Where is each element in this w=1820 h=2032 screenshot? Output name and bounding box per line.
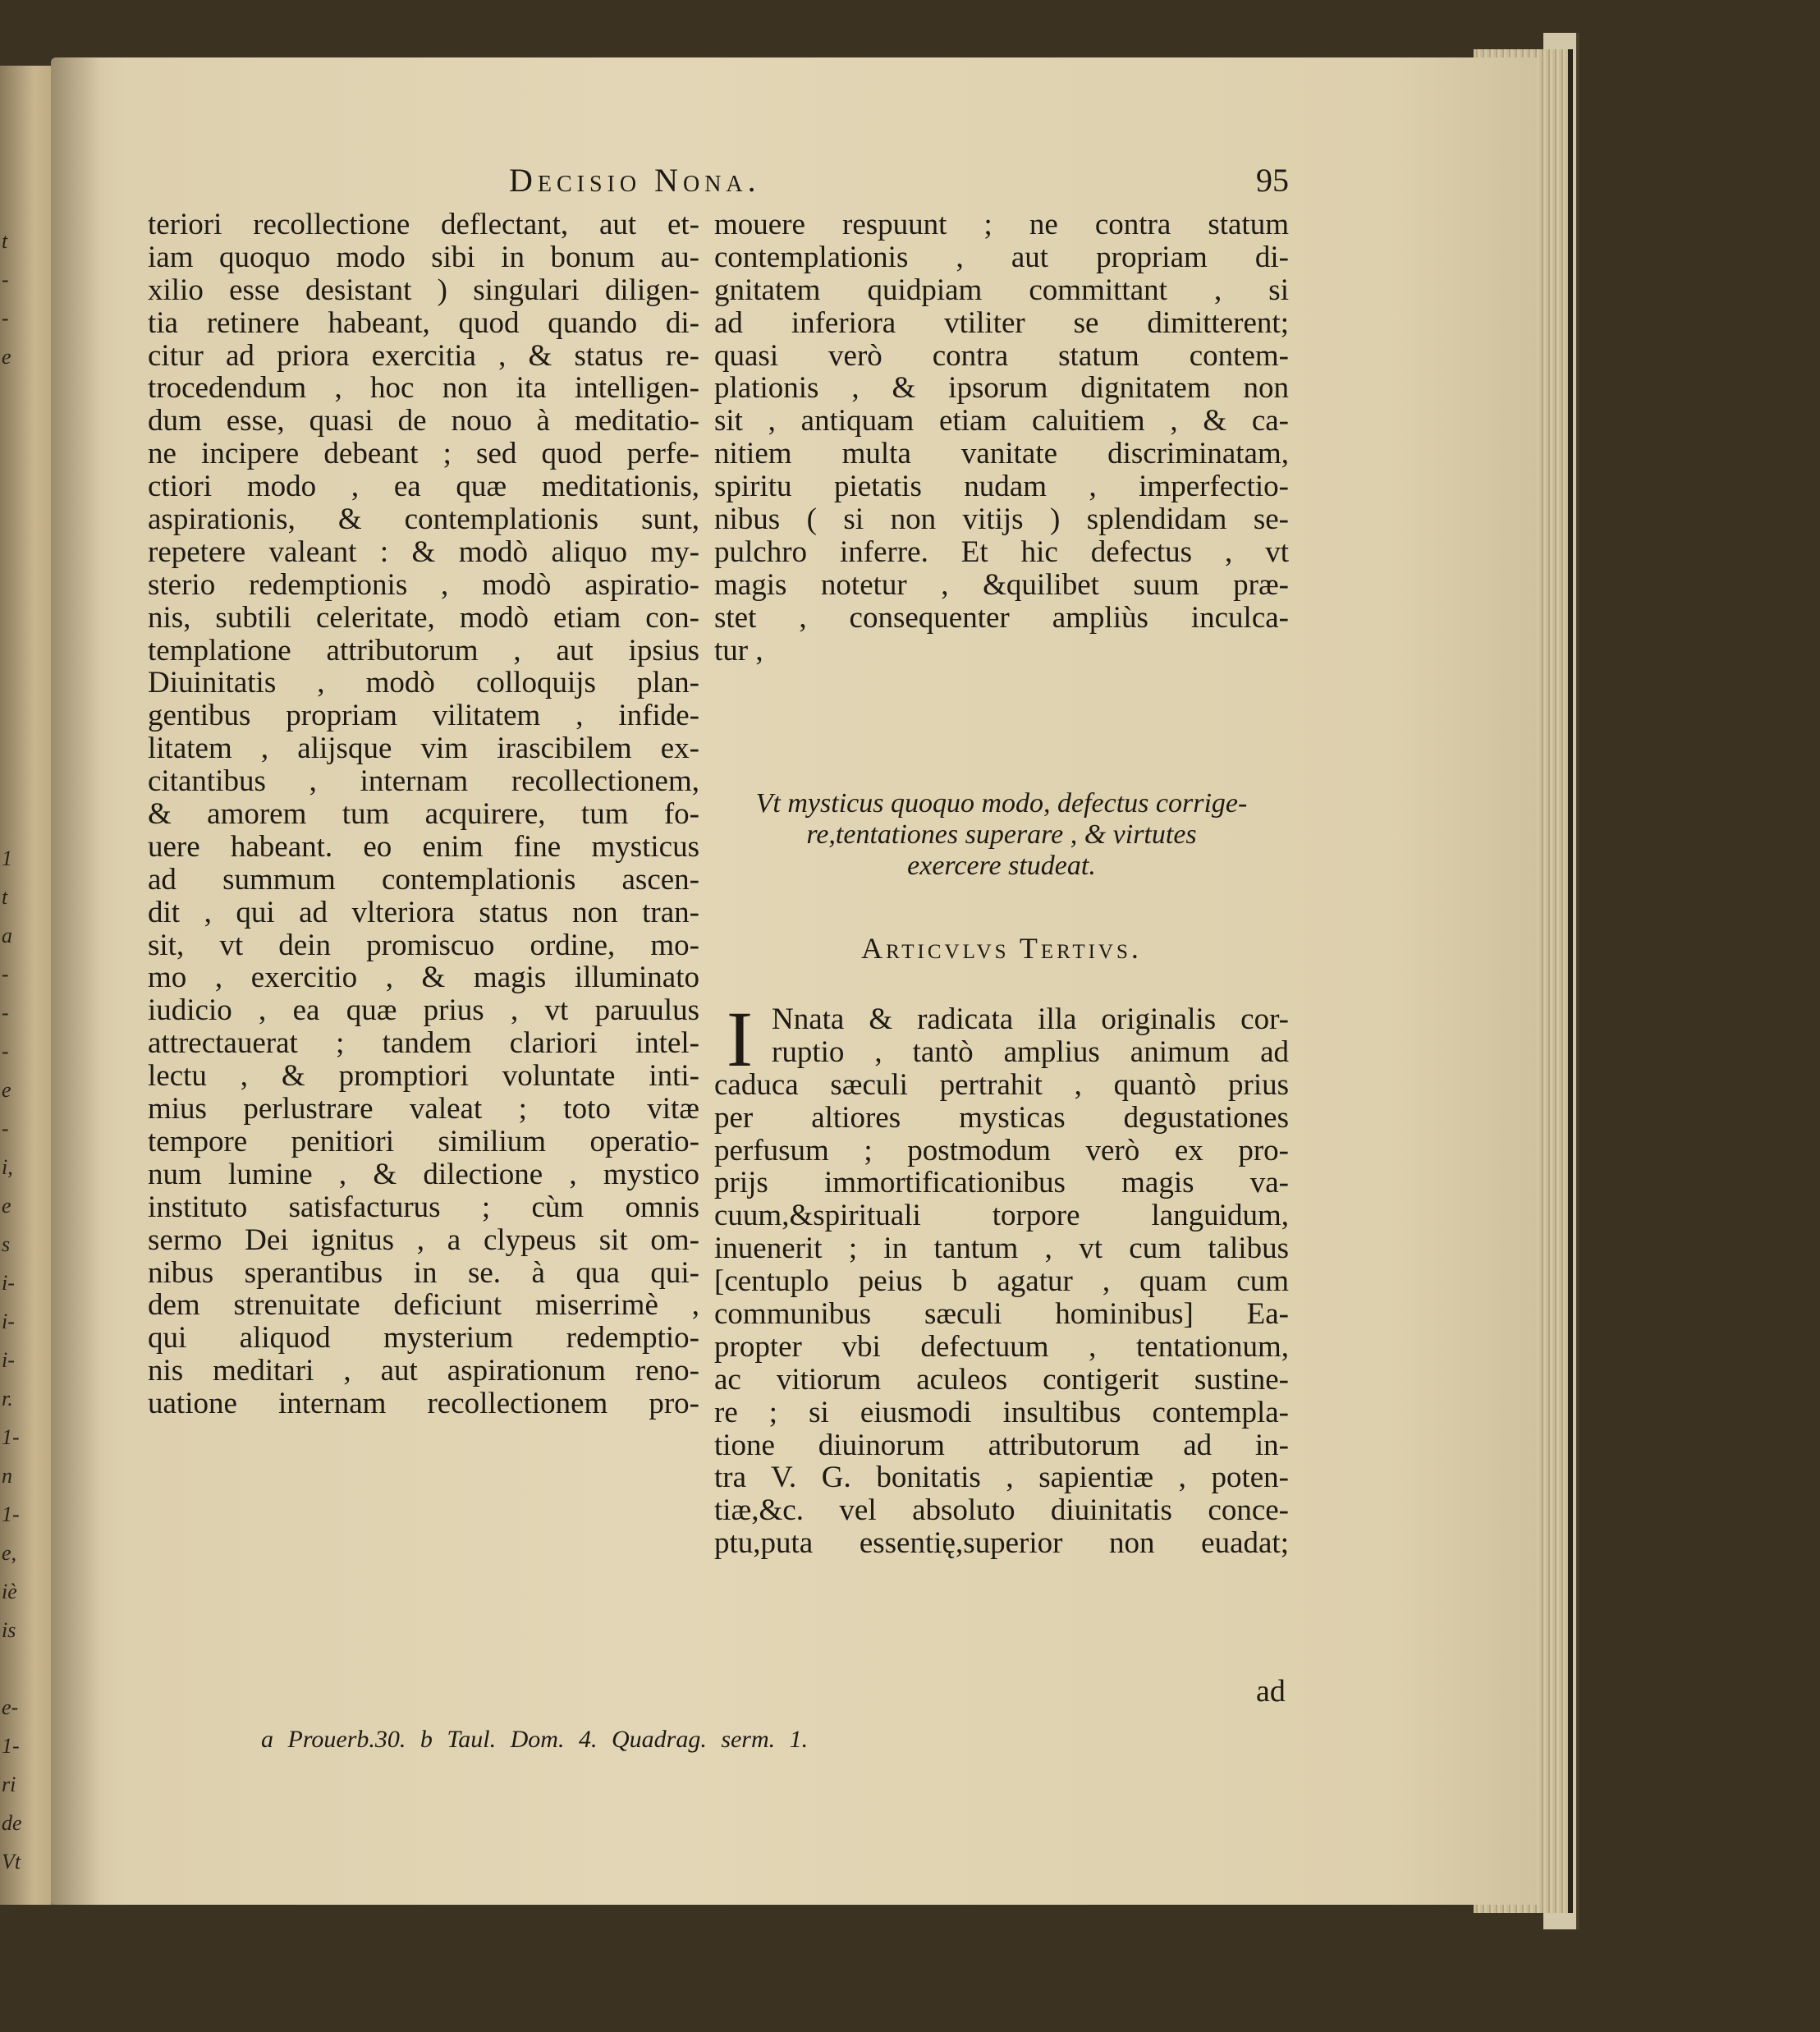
margin-fragment: i- — [2, 1348, 15, 1372]
page-number: 95 — [1256, 162, 1289, 199]
article-line: communibus sæculi hominibus] Ea- — [714, 1297, 1289, 1332]
margin-fragment: - — [2, 268, 9, 291]
article-line: Nnata & radicata illa originalis cor- — [772, 1002, 1289, 1036]
left-column-line: dum esse, quasi de nouo à meditatio- — [148, 404, 699, 438]
margin-fragment — [2, 685, 20, 723]
left-text-column — [148, 209, 699, 1420]
facing-page-margin-fragments — [2, 222, 20, 1881]
margin-fragment — [2, 1649, 20, 1688]
margin-fragment: de — [2, 1811, 22, 1835]
left-column-line: nis meditari , aut aspirationum reno- — [148, 1354, 699, 1388]
article-line: inuenerit ; in tantum , vt cum talibus — [714, 1232, 1289, 1266]
margin-fragment: i, — [2, 1155, 13, 1179]
footnote: a Prouerb.30. b Taul. Dom. 4. Quadrag. serm. 1. — [261, 1726, 809, 1753]
article-line: tione diuinorum attributorum ad in- — [714, 1428, 1289, 1462]
left-column-line: attrectauerat ; tandem clariori intel- — [148, 1026, 699, 1061]
margin-fragment — [2, 492, 20, 530]
margin-fragment: i- — [2, 1271, 15, 1295]
left-column-line: mius perlustrare valeat ; toto vitæ — [148, 1092, 699, 1126]
left-column-line: nis, subtili celeritate, modò etiam con- — [148, 600, 699, 635]
right-column-line: contemplationis , aut propriam di- — [714, 240, 1289, 274]
margin-fragment — [2, 762, 20, 800]
right-column-line: ad inferiora vtiliter se dimitterent; — [714, 305, 1289, 340]
margin-fragment: 1- — [2, 1734, 20, 1758]
left-column-line: repetere valeant : & modò aliquo my- — [148, 534, 699, 569]
section-title-line: re,tentationes superare , & virtutes — [806, 819, 1197, 850]
right-column-line: quasi verò contra statum contem- — [714, 338, 1289, 373]
left-column-line: citur ad priora exercitia , & status re- — [148, 338, 699, 373]
margin-fragment: e- — [2, 1695, 19, 1719]
drop-cap: I — [727, 995, 753, 1083]
catchword: ad — [1256, 1674, 1286, 1709]
right-column-line: sit , antiquam etiam caluitiem , & ca- — [714, 404, 1289, 438]
article-heading: Articvlvs Tertivs. — [861, 932, 1142, 965]
left-column-line: sit, vt dein promiscuo ordine, mo- — [148, 928, 699, 962]
margin-fragment: ri — [2, 1773, 16, 1796]
left-column-line: trocedendum , hoc non ita intelligen- — [148, 371, 699, 406]
left-column-line: xilio esse desistant ) singulari diligen- — [148, 273, 699, 307]
margin-fragment: Vt — [2, 1850, 21, 1874]
left-column-line: citantibus , internam recollectionem, — [148, 764, 699, 799]
left-column-line: tia retinere habeant, quod quando di- — [148, 305, 699, 340]
margin-fragment: n — [2, 1464, 12, 1488]
article-line: cuum,&spirituali torpore languidum, — [714, 1199, 1289, 1233]
margin-fragment — [2, 453, 20, 492]
right-column-line: stet , consequenter ampliùs inculca- — [714, 600, 1289, 635]
margin-fragment — [2, 608, 20, 646]
left-column-line: sterio redemptionis , modò aspiratio- — [148, 567, 699, 602]
margin-fragment — [2, 376, 20, 415]
right-column-line: tur , — [714, 633, 763, 667]
margin-fragment — [2, 800, 20, 839]
article-line: perfusum ; postmodum verò ex pro- — [714, 1133, 1289, 1167]
left-column-line: ad summum contemplationis ascen- — [148, 862, 699, 897]
left-column-line: num lumine , & dilectione , mystico — [148, 1157, 699, 1191]
left-column-line: iam quoquo modo sibi in bonum au- — [148, 240, 699, 274]
margin-fragment: a — [2, 924, 12, 947]
margin-fragment: e, — [2, 1541, 17, 1565]
left-column-line: instituto satisfacturus ; cùm omnis — [148, 1190, 699, 1224]
article-line: re ; si eiusmodi insultibus contempla- — [714, 1395, 1289, 1429]
margin-fragment: - — [2, 962, 9, 986]
margin-fragment: 1- — [2, 1502, 20, 1526]
margin-fragment: - — [2, 1001, 9, 1025]
left-column-line: templatione attributorum , aut ipsius — [148, 633, 699, 667]
left-column-line: mo , exercitio , & magis illuminato — [148, 961, 699, 995]
margin-fragment: t — [2, 229, 8, 253]
margin-fragment — [2, 415, 20, 453]
gutter-shadow — [51, 57, 100, 1905]
left-column-line: teriori recollectione deflectant, aut et- — [148, 208, 699, 241]
margin-fragment: 1- — [2, 1425, 20, 1449]
right-column-line: plationis , & ipsorum dignitatem non — [714, 371, 1289, 406]
right-column-line: spiritu pietatis nudam , imperfectio- — [714, 470, 1289, 504]
left-column-line: qui aliquod mysterium redemptio- — [148, 1321, 699, 1355]
article-text-column — [714, 1002, 1289, 1561]
left-column-line: & amorem tum acquirere, tum fo- — [148, 797, 699, 832]
right-text-column — [714, 209, 1289, 667]
margin-fragment: t — [2, 885, 8, 909]
left-column-line: gentibus propriam vilitatem , infide- — [148, 699, 699, 733]
margin-fragment: s — [2, 1232, 11, 1256]
margin-fragment — [2, 646, 20, 685]
article-line: ac vitiorum aculeos contigerit sustine- — [714, 1362, 1289, 1397]
article-line: per altiores mysticas degustationes — [714, 1100, 1289, 1135]
left-column-line: ctiori modo , ea quæ meditationis, — [148, 470, 699, 504]
article-line: prijs immortificationibus magis va- — [714, 1166, 1289, 1200]
left-column-line: dem strenuitate deficiunt miserrimè , — [148, 1288, 699, 1323]
margin-fragment: - — [2, 1117, 9, 1140]
right-column-line: nibus ( si non vitijs ) splendidam se- — [714, 502, 1289, 537]
margin-fragment — [2, 723, 20, 762]
left-column-line: dit , qui ad vlteriora status non tran- — [148, 895, 699, 929]
right-column-line: nitiem multa vanitate discriminatam, — [714, 437, 1289, 471]
article-line: caduca sæculi pertrahit , quantò prius — [714, 1067, 1289, 1102]
margin-fragment: e — [2, 1078, 11, 1102]
margin-fragment — [2, 569, 20, 608]
margin-fragment: - — [2, 306, 9, 330]
margin-fragment: is — [2, 1618, 16, 1642]
margin-fragment — [2, 530, 20, 569]
right-column-line: mouere respuunt ; ne contra statum — [714, 208, 1289, 241]
article-line: ruptio , tantò amplius animum ad — [772, 1034, 1289, 1069]
left-column-line: nibus sperantibus in se. à qua qui- — [148, 1255, 699, 1290]
margin-fragment: iè — [2, 1580, 17, 1603]
section-title — [714, 788, 1289, 882]
running-header — [509, 161, 1289, 202]
article-line: ptu,puta essentię,superior non euadat; — [714, 1526, 1289, 1561]
right-column-line: gnitatem quidpiam committant , si — [714, 273, 1289, 307]
right-column-line: magis notetur , &quilibet suum præ- — [714, 567, 1289, 602]
left-column-line: aspirationis, & contemplationis sunt, — [148, 502, 699, 537]
left-column-line: lectu , & promptiori voluntate inti- — [148, 1059, 699, 1094]
article-line: propter vbi defectuum , tentationum, — [714, 1329, 1289, 1364]
left-column-line: sermo Dei ignitus , a clypeus sit om- — [148, 1222, 699, 1257]
left-column-line: iudicio , ea quæ prius , vt paruulus — [148, 993, 699, 1028]
left-column-line: tempore penitiori similium operatio- — [148, 1124, 699, 1158]
running-title: Decisio Nona. — [509, 162, 761, 199]
section-title-line: Vt mysticus quoquo modo, defectus corrige- — [755, 788, 1248, 819]
article-line: tiæ,&c. vel absoluto diuinitatis conce- — [714, 1493, 1289, 1528]
left-column-line: Diuinitatis , modò colloquijs plan- — [148, 666, 699, 700]
margin-fragment: r. — [2, 1387, 13, 1410]
article-line: [centuplo peius b agatur , quam cum — [714, 1264, 1289, 1299]
margin-fragment: i- — [2, 1310, 15, 1333]
margin-fragment: e — [2, 345, 11, 369]
right-column-line: pulchro inferre. Et hic defectus , vt — [714, 534, 1289, 569]
margin-fragment: e — [2, 1194, 11, 1218]
left-column-line: uere habeant. eo enim fine mysticus — [148, 829, 699, 864]
margin-fragment: 1 — [2, 846, 12, 870]
section-title-line: exercere studeat. — [907, 851, 1096, 881]
left-column-line: litatem , alijsque vim irascibilem ex- — [148, 732, 699, 766]
left-column-line: uatione internam recollectionem pro- — [148, 1387, 699, 1421]
margin-fragment: - — [2, 1039, 9, 1063]
article-line: tra V. G. bonitatis , sapientiæ , poten- — [714, 1461, 1289, 1495]
left-column-line: ne incipere debeant ; sed quod perfe- — [148, 437, 699, 471]
